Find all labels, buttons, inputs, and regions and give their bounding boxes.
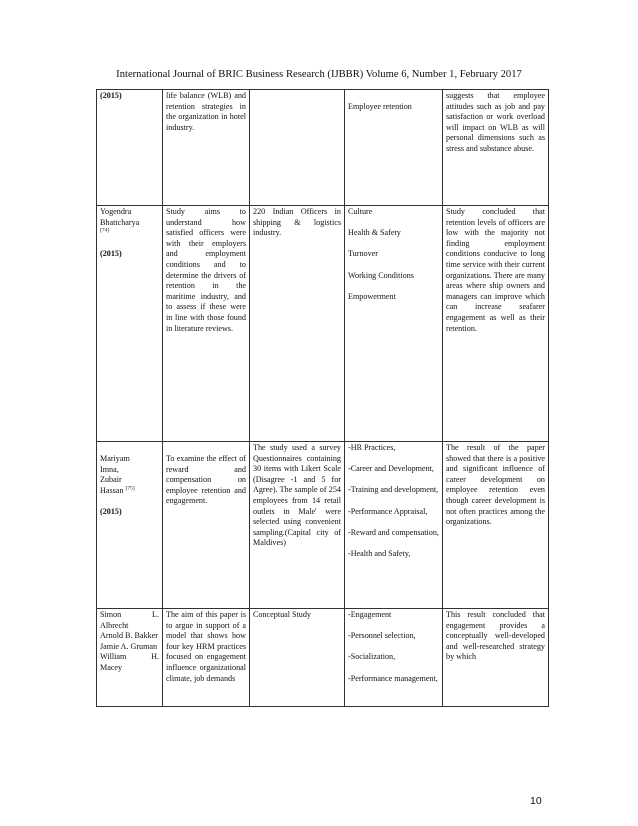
- findings-cell: This result concluded that engagement provides a conceptually well-developed and well-researched strategy by which: [443, 609, 549, 707]
- findings-cell: Study concluded that retention levels of officers are low with the majority not finding employment conditions conducive to long time service with their current organizations. There are many areas where ship owners and managers can improve which can increase seafarer engagement as well as their retention.: [443, 206, 549, 442]
- author-line: Jamie A. Gruman: [100, 641, 158, 651]
- objective-cell: To examine the effect of reward and compensation on employee retention and engagement.: [163, 442, 250, 609]
- journal-header: International Journal of BRIC Business Research (IJBBR) Volume 6, Number 1, February 2017: [116, 69, 522, 80]
- variables-cell: [345, 206, 443, 442]
- objective-cell: The aim of this paper is to argue in support of a model that shows how four key HRM practices focused on engagement influence organizational climate, job demands: [163, 609, 250, 707]
- variable-item: -Reward and compensation,: [348, 527, 439, 537]
- author-year: (2015): [100, 506, 122, 516]
- author-line: Bhattcharya: [100, 217, 140, 227]
- table-row: [97, 609, 549, 707]
- author-line: (2015): [100, 91, 122, 100]
- author-line: Hassan: [100, 485, 124, 495]
- variable-item: -Engagement: [348, 610, 392, 619]
- variables-cell: [345, 90, 443, 206]
- reference-number: [75]: [125, 485, 135, 492]
- variable-item: Working Conditions: [348, 270, 414, 280]
- variable-item: Empowerment: [348, 291, 396, 301]
- reference-number: [74]: [100, 227, 110, 234]
- variable-item: Turnover: [348, 249, 378, 259]
- page-number: 10: [530, 795, 542, 807]
- variables-cell: [345, 609, 443, 707]
- literature-review-table: [96, 89, 549, 707]
- variable-item: Employee retention: [348, 102, 412, 111]
- author-line: Simon L. Albrecht: [100, 610, 159, 630]
- sample-cell: Conceptual Study: [250, 609, 345, 707]
- author-line: Zubair: [100, 475, 122, 485]
- author-line: William H. Macey: [100, 652, 159, 672]
- variable-item: -Socialization,: [348, 652, 396, 662]
- variable-item: -HR Practices,: [348, 443, 396, 452]
- sample-cell: The study used a survey Questionnaires containing 30 items with Likert Scale (Disagree -1 and 5 for Agree). The sample of 254 employees from 14 retail outlets in Male' were selected using convenient sampling.(Capital city of Maldives): [250, 442, 345, 609]
- author-line: Arnold B. Bakker: [100, 631, 158, 641]
- findings-cell: The result of the paper showed that there is a positive and significant influence of career development on employee retention even though career development is not often practices among the organizations.: [443, 442, 549, 609]
- author-line: Mariyam: [100, 454, 130, 463]
- findings-cell: suggests that employee attitudes such as job and pay satisfaction or work overload will impact on WLB as will personal dimensions such as stress and substance abuse.: [443, 90, 549, 206]
- variable-item: -Performance management,: [348, 673, 438, 683]
- author-line: Imna,: [100, 464, 119, 474]
- table-row: [97, 90, 549, 206]
- variable-item: -Performance Appraisal,: [348, 506, 428, 516]
- variable-item: -Training and development,: [348, 485, 439, 495]
- variable-item: -Health and Safety,: [348, 548, 411, 558]
- variable-item: Health & Safety: [348, 228, 401, 238]
- author-line: Yogendra: [100, 207, 132, 216]
- author-cell: [97, 90, 163, 206]
- variable-item: -Career and Development,: [348, 464, 434, 474]
- variables-cell: [345, 442, 443, 609]
- table-row: [97, 206, 549, 442]
- objective-cell: life balance (WLB) and retention strategies in the organization in hotel industry.: [163, 90, 250, 206]
- sample-cell: 220 Indian Officers in shipping & logistics industry.: [250, 206, 345, 442]
- author-cell: [97, 206, 163, 442]
- author-year: (2015): [100, 249, 122, 259]
- table-row: [97, 442, 549, 609]
- variable-item: -Personnel selection,: [348, 631, 416, 641]
- author-cell: [97, 442, 163, 609]
- objective-cell: Study aims to understand how satisfied officers were with their employers and employment conditions and to determine the drivers of retention in the maritime industry, and to assess if these were in line with those found in literature reviews.: [163, 206, 250, 442]
- variable-item: Culture: [348, 207, 373, 216]
- sample-cell: [250, 90, 345, 206]
- author-cell: [97, 609, 163, 707]
